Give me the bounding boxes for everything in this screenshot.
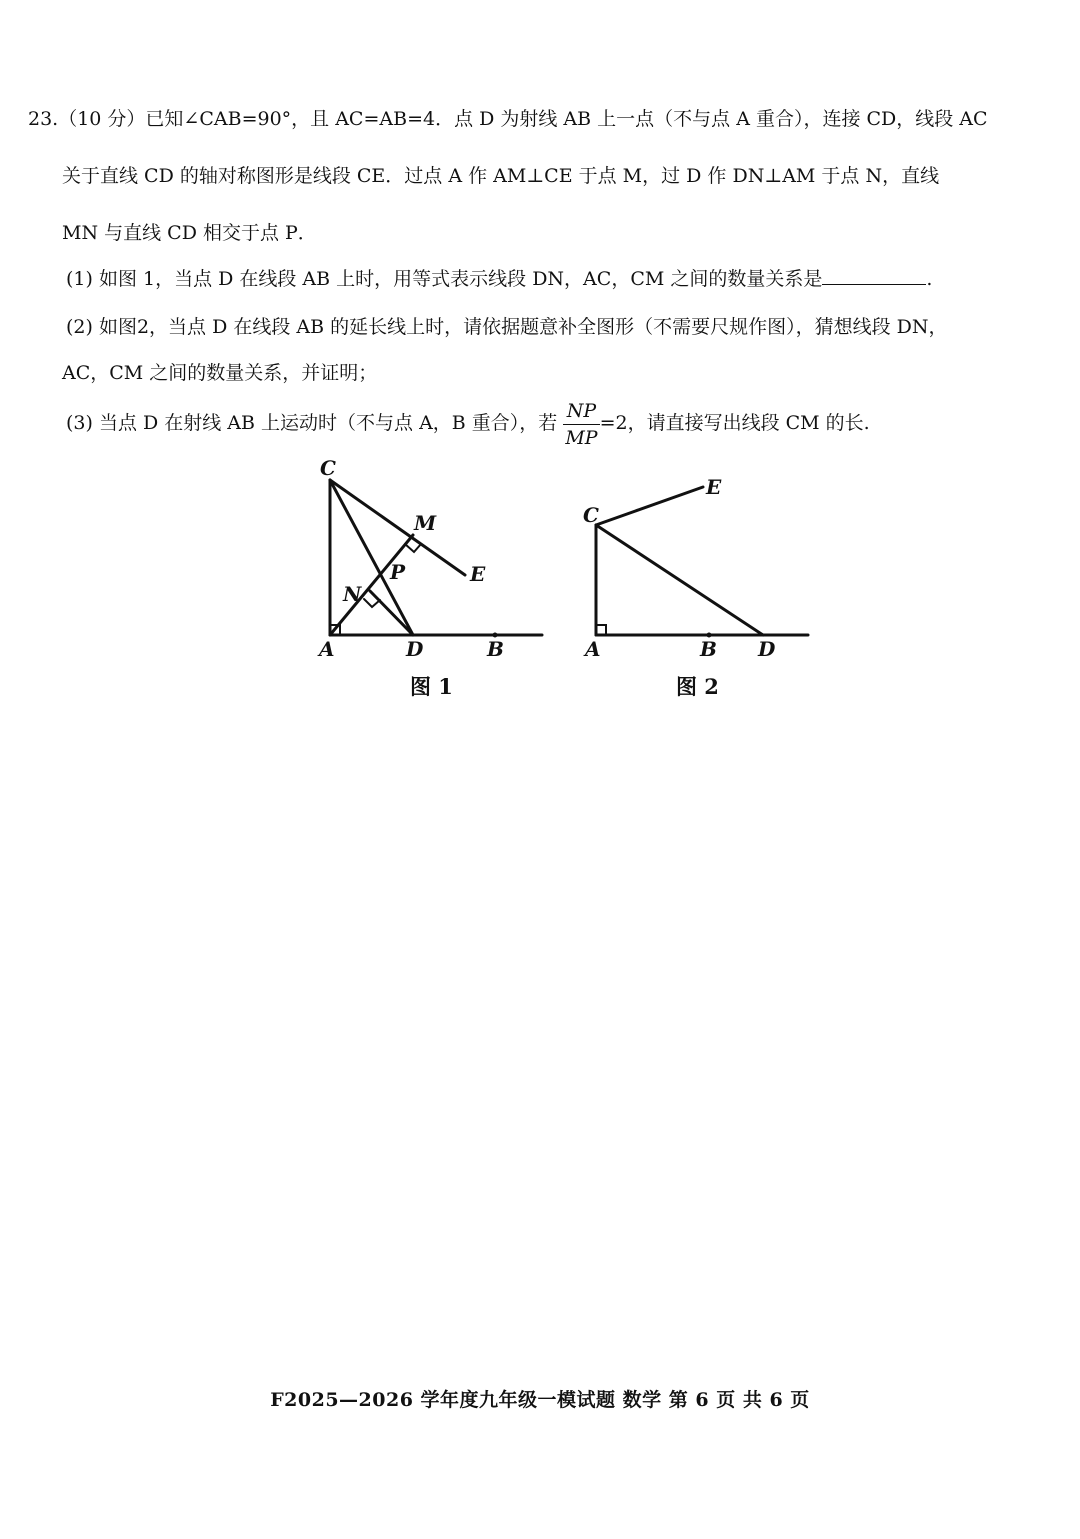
segment-ce — [596, 487, 703, 525]
label-b: B — [700, 637, 717, 661]
label-c: C — [320, 456, 336, 480]
fraction-denominator: MP — [565, 426, 598, 449]
part-1-text: (1) 如图 1，当点 D 在线段 AB 上时，用等式表示线段 DN，AC，CM 之间的数量关系是 — [66, 268, 823, 290]
question-line-3: MN 与直线 CD 相交于点 P． — [62, 222, 317, 244]
figure-2 — [575, 470, 820, 670]
ratio-fraction — [563, 398, 599, 451]
label-d: D — [758, 637, 776, 661]
segment-cd — [330, 480, 413, 635]
label-m: M — [414, 511, 437, 535]
figure-1 — [310, 455, 560, 670]
label-b: B — [487, 637, 504, 661]
page-footer: F2025—2026 学年度九年级一模试题 数学 第 6 页 共 6 页 — [270, 1389, 810, 1411]
question-line-2: 关于直线 CD 的轴对称图形是线段 CE．过点 A 作 AM⊥CE 于点 M，过 D 作 DN⊥AM 于点 N，直线 — [62, 165, 940, 187]
part-1-end: . — [926, 268, 933, 290]
figure-1-diagram — [310, 455, 560, 670]
label-a: A — [319, 637, 335, 661]
part-3-prefix: (3) 当点 D 在射线 AB 上运动时（不与点 A，B 重合），若 — [66, 412, 558, 434]
figure-2-caption: 图 2 — [676, 674, 719, 699]
part-2-line-2: AC，CM 之间的数量关系，并证明； — [62, 362, 378, 384]
segment-cd — [596, 525, 763, 635]
figure-2-diagram — [575, 470, 820, 670]
label-d: D — [406, 637, 424, 661]
label-a: A — [585, 637, 601, 661]
label-p: P — [390, 560, 406, 584]
right-angle-m — [405, 544, 421, 552]
part-3 — [66, 395, 870, 451]
part-3-suffix: =2，请直接写出线段 CM 的长. — [599, 412, 870, 434]
answer-blank[interactable] — [822, 266, 926, 285]
label-n: N — [343, 582, 362, 606]
part-1 — [66, 266, 932, 292]
part-2-line-1: (2) 如图2，当点 D 在线段 AB 的延长线上时，请依据题意补全图形（不需要尺规作图），猜想线段 DN， — [66, 316, 948, 338]
label-e: E — [470, 562, 486, 586]
fraction-numerator: NP — [563, 398, 599, 425]
label-c: C — [583, 503, 599, 527]
figure-1-caption: 图 1 — [410, 674, 453, 699]
question-line-1: 23.（10 分）已知∠CAB=90°，且 AC=AB=4．点 D 为射线 AB 上一点（不与点 A 重合），连接 CD，线段 AC — [28, 108, 988, 130]
label-e: E — [706, 475, 722, 499]
